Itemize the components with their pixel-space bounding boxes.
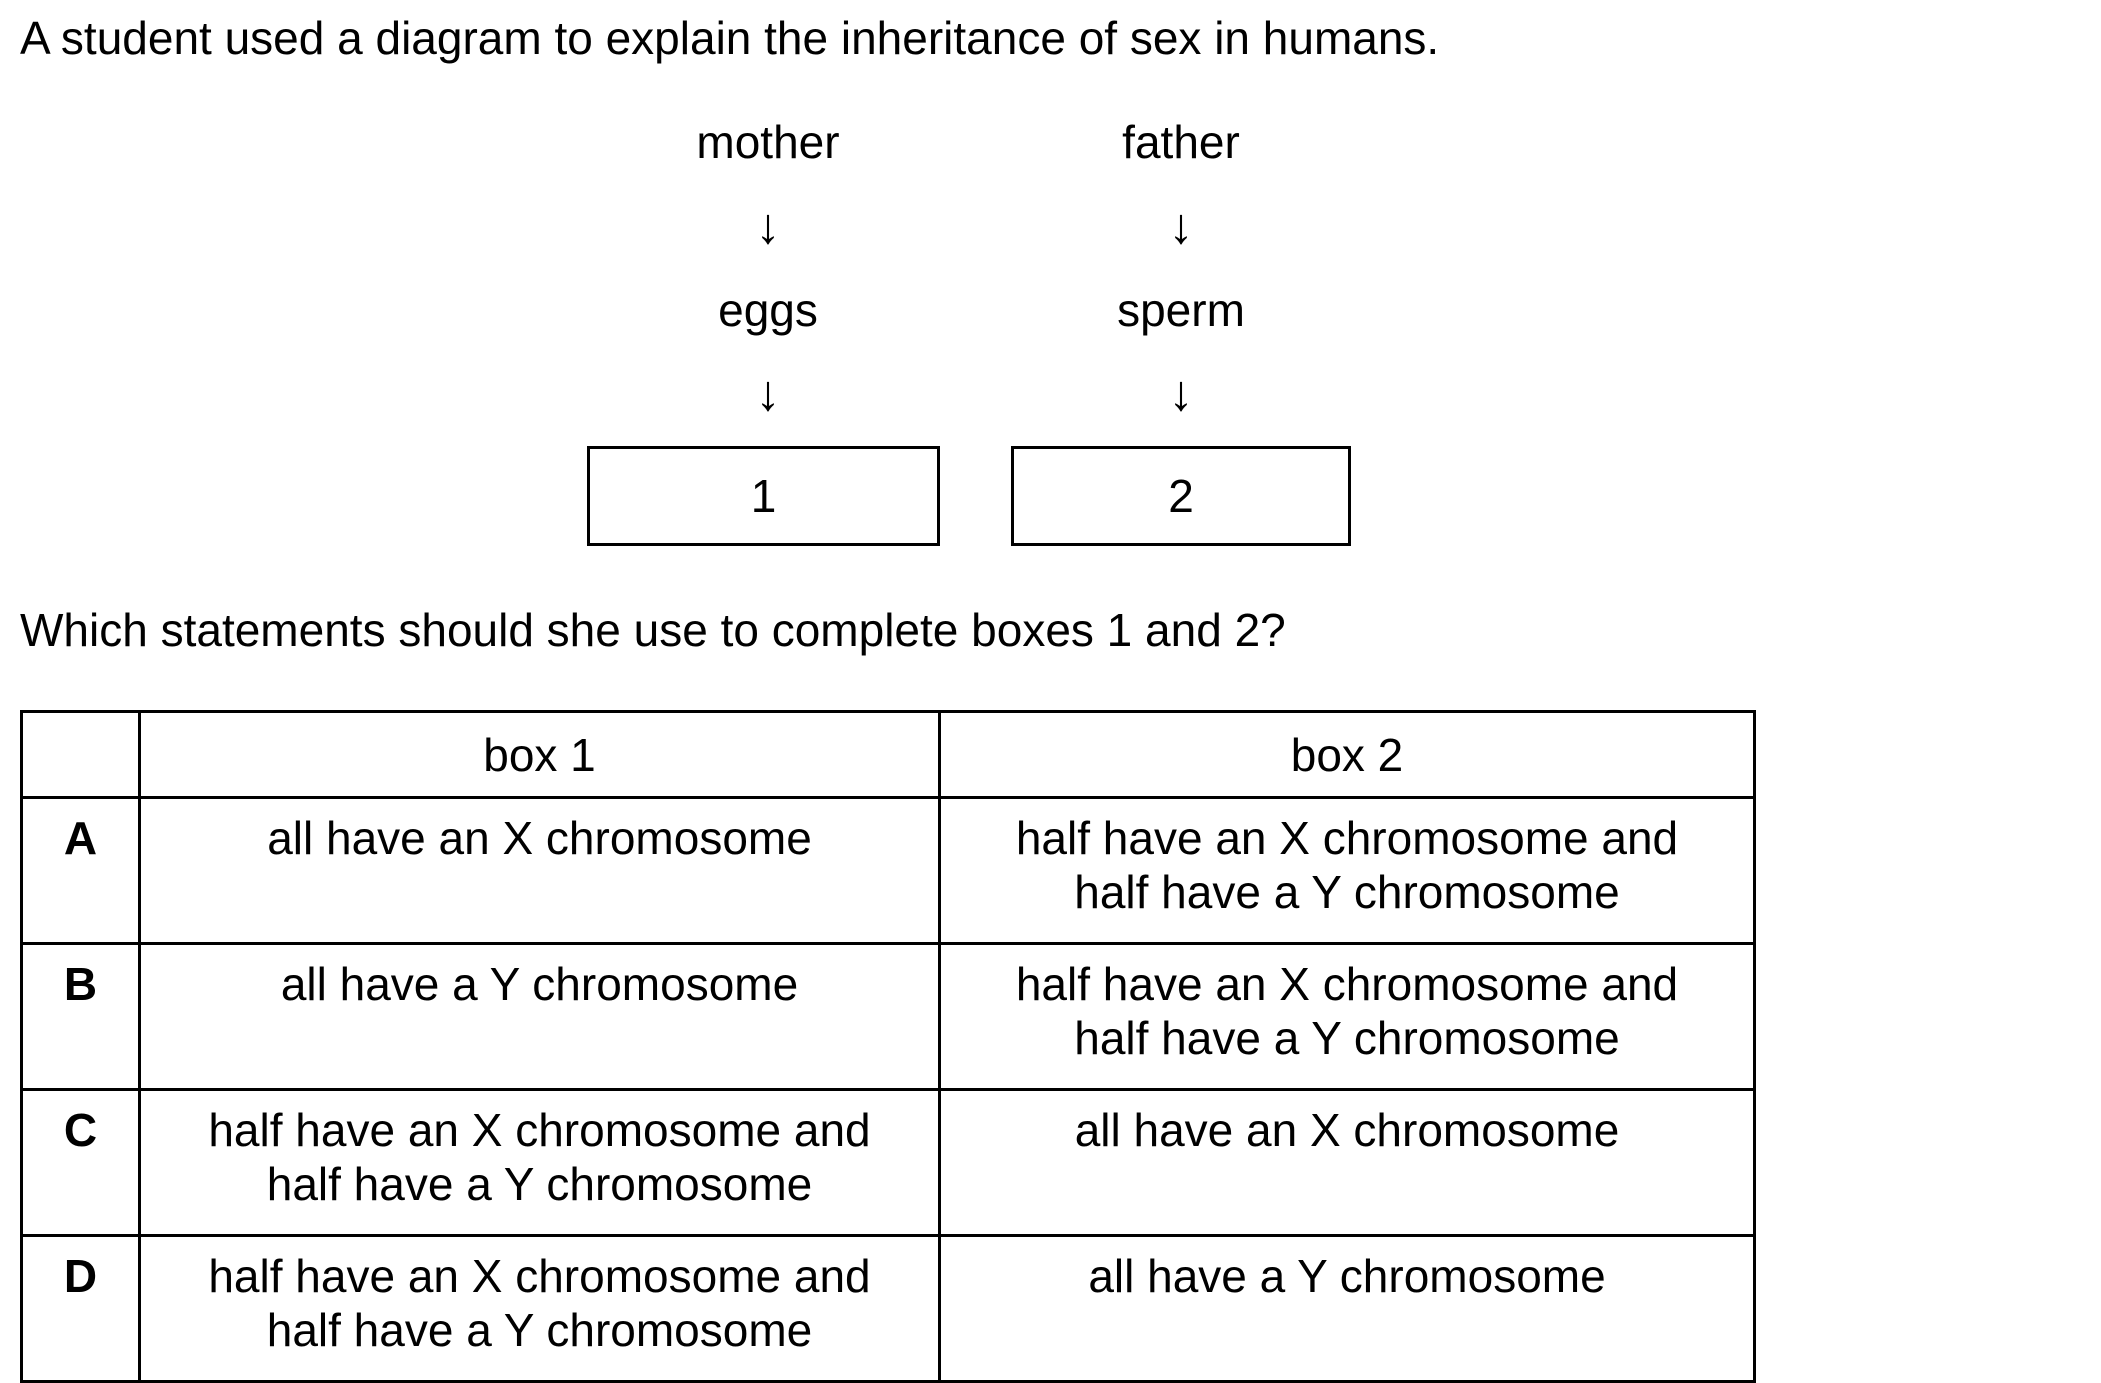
table-header-row xyxy=(22,712,1755,798)
box-1-statement xyxy=(140,798,940,944)
header-empty xyxy=(22,712,140,798)
option-row-c[interactable] xyxy=(22,1090,1755,1236)
mother-label: mother xyxy=(696,116,840,168)
eggs-label: eggs xyxy=(718,284,818,336)
header-box-1: box 1 xyxy=(140,712,940,798)
down-arrow-icon: ↓ xyxy=(1168,365,1194,421)
statement-line: half have an X chromosome and xyxy=(1015,958,1679,1010)
option-letter: C xyxy=(22,1090,140,1236)
father-label: father xyxy=(1122,116,1240,168)
question-text: Which statements should she use to complete boxes 1 and 2? xyxy=(20,604,1286,656)
option-letter: A xyxy=(22,798,140,944)
box-2-statement xyxy=(940,798,1755,944)
statement-line: all have a Y chromosome xyxy=(280,958,799,1010)
statement-line: all have an X chromosome xyxy=(267,812,812,864)
box-2 xyxy=(1011,446,1351,546)
intro-text: A student used a diagram to explain the inheritance of sex in humans. xyxy=(20,12,1440,64)
statement-line: half have an X chromosome and xyxy=(1015,812,1679,864)
statement-line: half have a Y chromosome xyxy=(1074,1012,1620,1064)
box-1-label: 1 xyxy=(750,470,777,522)
statement-line: all have an X chromosome xyxy=(1074,1104,1620,1156)
box-2-statement xyxy=(940,1236,1755,1382)
option-letter: D xyxy=(22,1236,140,1382)
answer-table xyxy=(20,710,1756,1383)
option-row-a[interactable] xyxy=(22,798,1755,944)
option-row-b[interactable] xyxy=(22,944,1755,1090)
down-arrow-icon: ↓ xyxy=(755,365,781,421)
down-arrow-icon: ↓ xyxy=(1168,198,1194,254)
statement-line: half have an X chromosome and xyxy=(208,1104,871,1156)
statement-line: half have a Y chromosome xyxy=(1074,866,1620,918)
box-2-label: 2 xyxy=(1168,470,1194,522)
box-2-statement xyxy=(940,944,1755,1090)
header-box-2: box 2 xyxy=(940,712,1755,798)
statement-line: half have an X chromosome and xyxy=(208,1250,871,1302)
box-1-statement xyxy=(140,1090,940,1236)
box-1-statement xyxy=(140,944,940,1090)
box-2-statement xyxy=(940,1090,1755,1236)
statement-line: half have a Y chromosome xyxy=(266,1158,813,1210)
box-1 xyxy=(587,446,940,546)
sperm-label: sperm xyxy=(1117,284,1245,336)
statement-line: all have a Y chromosome xyxy=(1088,1250,1606,1302)
option-letter: B xyxy=(22,944,140,1090)
box-1-statement xyxy=(140,1236,940,1382)
option-row-d[interactable] xyxy=(22,1236,1755,1382)
down-arrow-icon: ↓ xyxy=(755,198,781,254)
statement-line: half have a Y chromosome xyxy=(266,1304,813,1356)
